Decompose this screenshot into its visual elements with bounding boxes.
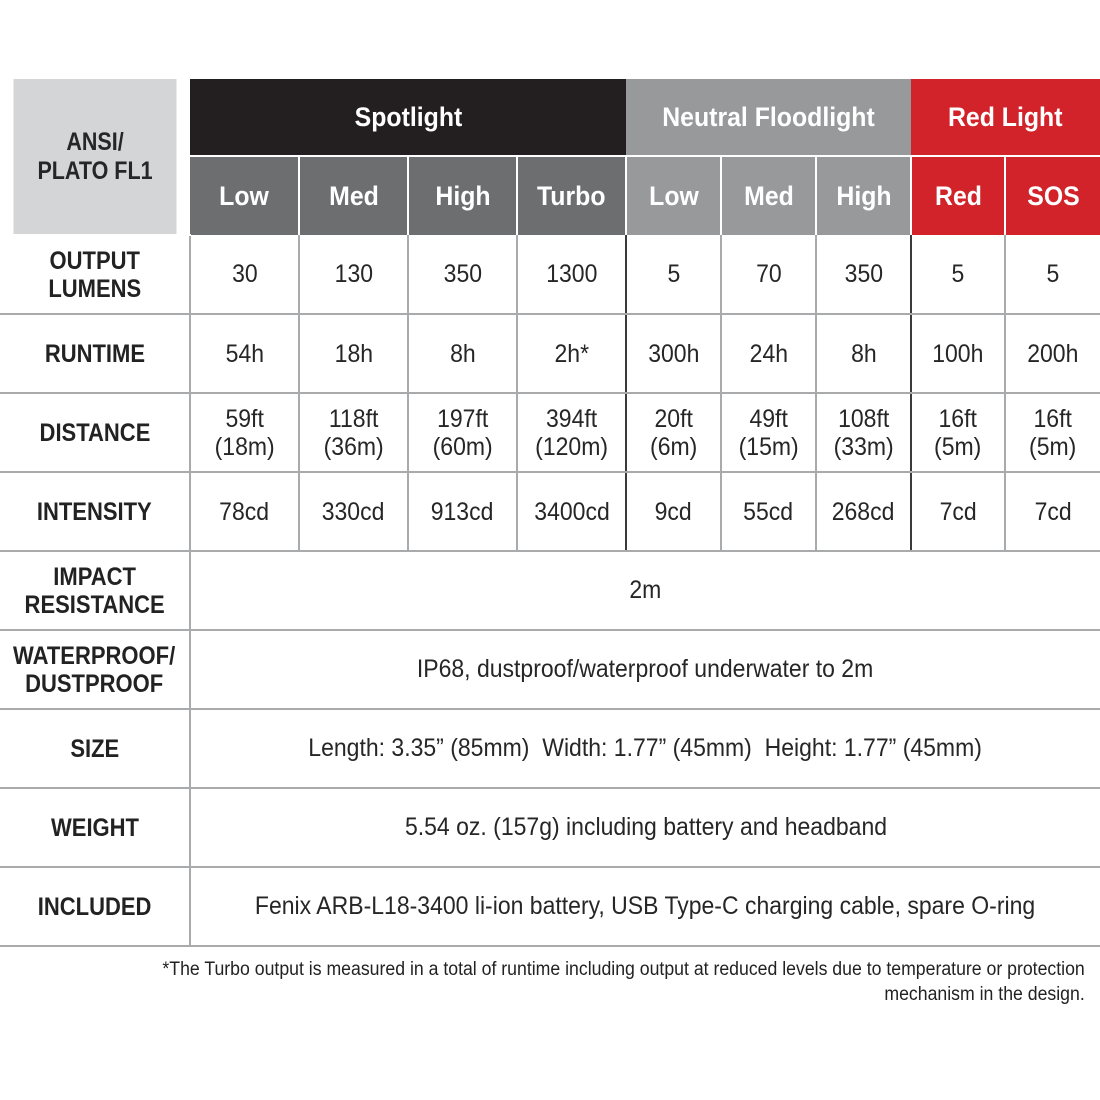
spec-table — [0, 79, 1100, 947]
mode-spot-med: Med — [299, 156, 408, 235]
table-cell: 330cd — [299, 472, 408, 551]
footnote: *The Turbo output is measured in a total of runtime including output at reduced levels due to temperature or protection mechanism in the design. — [162, 959, 1085, 1005]
spec-span-row — [0, 630, 1100, 709]
mode-spot-turbo: Turbo — [517, 156, 626, 235]
table-cell: 54h — [190, 314, 299, 393]
table-cell: 200h — [1005, 314, 1100, 393]
table-cell: 118ft (36m) — [299, 393, 408, 472]
table-cell: 16ft (5m) — [911, 393, 1005, 472]
table-cell: 5 — [1005, 235, 1100, 314]
spec-row — [0, 314, 1100, 393]
table-cell: 18h — [299, 314, 408, 393]
row-label: WATERPROOF/ DUSTPROOF — [0, 630, 190, 709]
span-value: Fenix ARB-L18-3400 li-ion battery, USB Type-C charging cable, spare O-ring — [190, 867, 1100, 946]
table-cell: 16ft (5m) — [1005, 393, 1100, 472]
table-cell: 70 — [721, 235, 816, 314]
spec-row — [0, 472, 1100, 551]
row-label: OUTPUT LUMENS — [0, 235, 190, 314]
table-cell: 49ft (15m) — [721, 393, 816, 472]
table-cell: 350 — [816, 235, 911, 314]
group-header-row — [0, 79, 1100, 156]
row-label: SIZE — [0, 709, 190, 788]
row-label: RUNTIME — [0, 314, 190, 393]
table-cell: 30 — [190, 235, 299, 314]
table-cell: 197ft (60m) — [408, 393, 517, 472]
row-label: DISTANCE — [0, 393, 190, 472]
table-cell: 55cd — [721, 472, 816, 551]
table-cell: 24h — [721, 314, 816, 393]
row-label: IMPACT RESISTANCE — [0, 551, 190, 630]
mode-red-sos: SOS — [1005, 156, 1100, 235]
table-cell: 5 — [626, 235, 721, 314]
group-neutral-floodlight: Neutral Floodlight — [626, 79, 911, 156]
spec-span-row — [0, 867, 1100, 946]
mode-spot-low: Low — [190, 156, 299, 235]
spec-span-row — [0, 709, 1100, 788]
table-cell: 9cd — [626, 472, 721, 551]
table-cell: 913cd — [408, 472, 517, 551]
row-label: INTENSITY — [0, 472, 190, 551]
span-value: 2m — [190, 551, 1100, 630]
table-cell: 7cd — [1005, 472, 1100, 551]
table-cell: 7cd — [911, 472, 1005, 551]
table-cell: 350 — [408, 235, 517, 314]
row-label: WEIGHT — [0, 788, 190, 867]
table-cell: 108ft (33m) — [816, 393, 911, 472]
mode-red-red: Red — [911, 156, 1005, 235]
mode-flood-low: Low — [626, 156, 721, 235]
table-cell: 300h — [626, 314, 721, 393]
mode-spot-high: High — [408, 156, 517, 235]
table-cell: 8h — [408, 314, 517, 393]
table-cell: 59ft (18m) — [190, 393, 299, 472]
table-cell: 5 — [911, 235, 1005, 314]
span-value: 5.54 oz. (157g) including battery and headband — [190, 788, 1100, 867]
group-spotlight: Spotlight — [190, 79, 626, 156]
span-value: Length: 3.35” (85mm) Width: 1.77” (45mm) Height: 1.77” (45mm) — [190, 709, 1100, 788]
table-cell: 8h — [816, 314, 911, 393]
table-cell: 130 — [299, 235, 408, 314]
spec-row — [0, 235, 1100, 314]
mode-flood-high: High — [816, 156, 911, 235]
group-red-light: Red Light — [911, 79, 1100, 156]
corner-label: ANSI/ PLATO FL1 — [13, 79, 176, 235]
table-cell: 100h — [911, 314, 1005, 393]
span-value: IP68, dustproof/waterproof underwater to 2m — [190, 630, 1100, 709]
row-label: INCLUDED — [0, 867, 190, 946]
table-cell: 78cd — [190, 472, 299, 551]
table-cell: 2h* — [517, 314, 626, 393]
table-cell: 20ft (6m) — [626, 393, 721, 472]
spec-span-row — [0, 551, 1100, 630]
table-cell: 3400cd — [517, 472, 626, 551]
table-cell: 394ft (120m) — [517, 393, 626, 472]
table-cell: 268cd — [816, 472, 911, 551]
table-cell: 1300 — [517, 235, 626, 314]
spec-row — [0, 393, 1100, 472]
mode-flood-med: Med — [721, 156, 816, 235]
spec-span-row — [0, 788, 1100, 867]
